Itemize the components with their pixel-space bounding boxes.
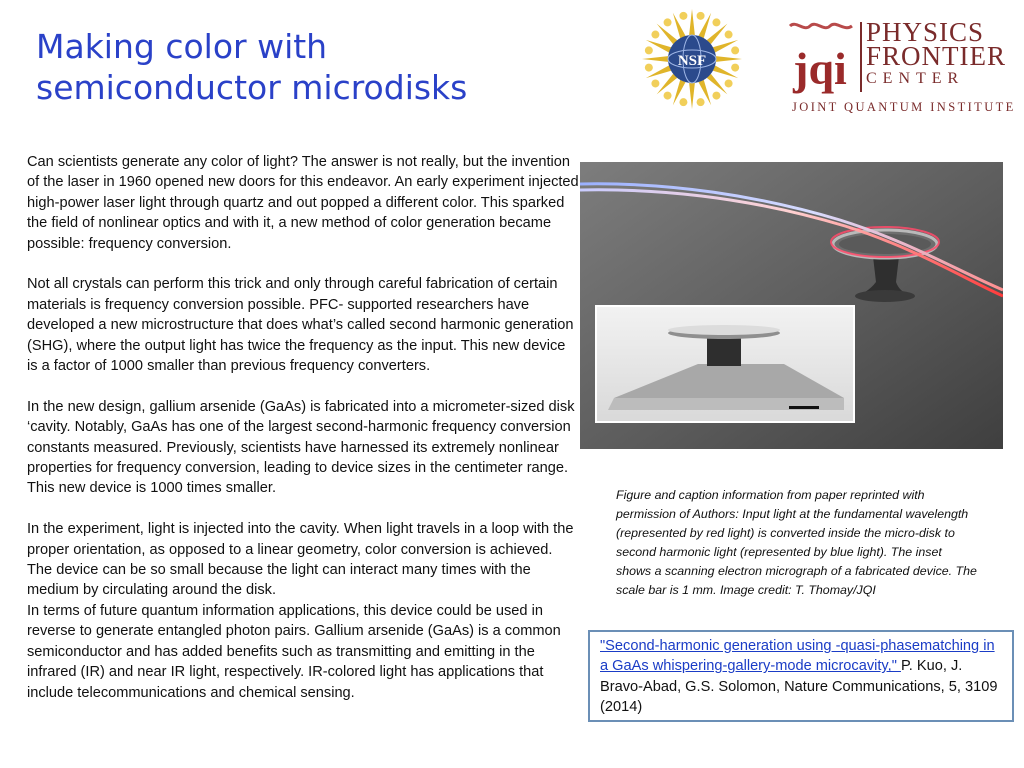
logo-divider xyxy=(860,22,862,92)
pfc-line-2: FRONTIER xyxy=(866,41,1007,71)
nsf-ray-dot xyxy=(725,79,733,87)
microdisk-illustration xyxy=(580,162,1003,449)
paragraph-3: In the new design, gallium arsenide (GaAs) is fabricated into a micrometer-sized disk ‘cavity. Notably, GaAs has one of the largest second-harmonic frequency conversion constants measured. Previously, scientists have harnessed its extremely nonlinear properties for frequency conversion, leading to device sizes in the centimeter range. This new device is 1000 times smaller. xyxy=(27,398,575,497)
nsf-ray-dot xyxy=(712,92,720,100)
nsf-ray-dot xyxy=(651,31,659,39)
pfc-wordmark xyxy=(866,17,1010,90)
nsf-ray-dot xyxy=(725,31,733,39)
nsf-ray-dot xyxy=(697,98,705,106)
page-title xyxy=(36,26,556,108)
nsf-ray xyxy=(716,56,742,62)
reference-box xyxy=(588,630,1014,722)
body-text xyxy=(27,152,579,703)
nsf-ray xyxy=(707,24,728,45)
paragraph-5: In terms of future quantum information applications, this device could be used in reverse to generate entangled photon pairs. Gallium arsenide (GaAs) is a common semiconductor and has added benefits such as transmitting and emitting in the infrared (IR) and near IR light, respectively. IR-colored light has applications that include telecommunications and chemical sensing. xyxy=(27,602,561,701)
reference-citation: P. Kuo, J. Bravo-Abad, G.S. Solomon, Nature Communications, 5, 3109 (2014) xyxy=(600,658,998,716)
nsf-ray-dot xyxy=(731,46,739,54)
nsf-ray xyxy=(689,83,695,109)
nsf-ray xyxy=(707,74,728,95)
nsf-ray xyxy=(689,9,695,35)
nsf-ray-dot xyxy=(651,79,659,87)
nsf-ray-dot xyxy=(712,18,720,26)
nsf-text: NSF xyxy=(677,53,707,69)
title-line-2: semiconductor microdisks xyxy=(36,68,468,107)
nsf-seal-icon xyxy=(640,7,744,111)
jqi-full-name: JOINT QUANTUM INSTITUTE xyxy=(792,100,1016,114)
jqi-pfc-logo xyxy=(786,17,1016,120)
microdisk-figure xyxy=(580,162,1003,449)
nsf-ray-dot xyxy=(679,98,687,106)
nsf-ray-dot xyxy=(645,46,653,54)
nsf-ray-dot xyxy=(645,64,653,72)
paragraph-4: In the experiment, light is injected into the cavity. When light travels in a loop with the proper orientation, as opposed to a linear geometry, color conversion is achieved. The device can be so small because the light can interact many times with the medium by circulating around the disk. xyxy=(27,521,574,599)
nsf-ray xyxy=(657,74,678,95)
paragraph-2: Not all crystals can perform this trick and only through careful fabrication of certain materials is frequency conversion possible. PFC- supported researchers have developed a new microstructure that does what’s called second harmonic generation (SHG), where the output light has twice the frequency as the input. This new device is a factor of 1000 smaller than previous frequency converters. xyxy=(27,276,574,375)
paragraph-1: Can scientists generate any color of light? The answer is not really, but the invention of the laser in 1960 opened new doors for this endeavor. An early experiment injected high-power laser light through quartz and out popped a different color. This sparked the field of nonlinear optics and with it, a new method of color generation became possible: frequency conversion. xyxy=(27,154,579,252)
figure-caption: Figure and caption information from paper reprinted with permission of Authors: Input light at the fundamental wavelength (represented by red light) is converted inside the micro-disk to second harmonic light (represented by blue light). The inset shows a scanning electron micrograph of a fabricated device. The scale bar is 1 mm. Image credit: T. Thomay/JQI xyxy=(616,488,977,597)
title-line-1: Making color with xyxy=(36,27,328,66)
nsf-logo xyxy=(640,7,744,111)
nsf-ray-dot xyxy=(664,92,672,100)
pfc-line-1: PHYSICS xyxy=(866,17,985,47)
nsf-ray-dot xyxy=(664,18,672,26)
nsf-ray xyxy=(657,24,678,45)
reference-link[interactable]: "Second-harmonic generation using -quasi-phasematching in a GaAs whispering-gallery-mode microcavity," xyxy=(600,638,995,675)
pfc-line-3: CENTER xyxy=(866,70,965,87)
jqi-mark-icon xyxy=(786,20,856,100)
nsf-ray-dot xyxy=(697,12,705,20)
nsf-ray-dot xyxy=(731,64,739,72)
jqi-mark-text: jqi xyxy=(793,43,847,94)
nsf-ray xyxy=(642,56,668,62)
nsf-ray-dot xyxy=(679,12,687,20)
